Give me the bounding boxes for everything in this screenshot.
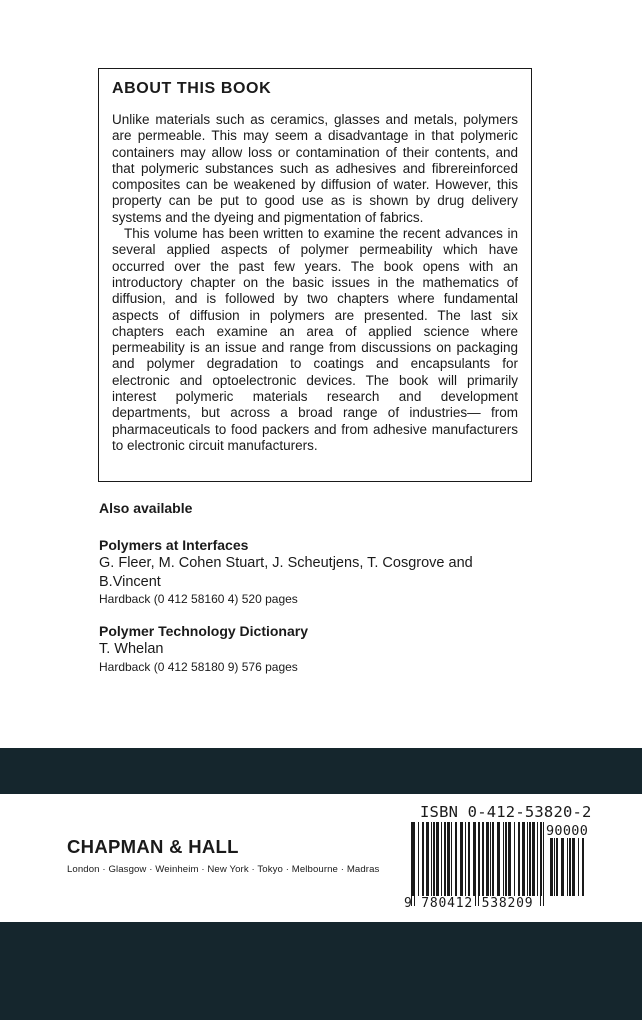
barcode-bar: [468, 822, 470, 896]
related-book-1: [99, 536, 519, 607]
barcode-guard-bar: [475, 822, 476, 906]
barcode-bar: [497, 822, 500, 896]
barcode-bar: [447, 822, 450, 896]
price-code: 90000: [546, 823, 589, 839]
barcode-bar: [426, 822, 429, 896]
about-paragraph-2: This volume has been written to examine the recent advances in several applied aspects of polymer permeability which have occurred over the past few years. The book opens with an introductory chapter on the basic issues in the mathematics of diffusion, and is followed by two chapters where fundamental aspects of diffusion in polymers are presented. The last six chapters each examine an area of applied science where permeability is an issue and range from discussions on packaging and polymer degradation to coatings and encapsulants for electronic and optoelectronic devices. The book will primarily interest polymeric materials research and development departments, but across a broad range of industries— from pharmaceuticals to food packers and from adhesive manufacturers to electronic circuit manufacturers.: [112, 226, 518, 453]
barcode-bar: [460, 822, 463, 896]
barcode-bar: [550, 838, 553, 896]
top-color-band: [0, 748, 642, 794]
barcode-bar: [554, 838, 555, 896]
barcode-bar: [431, 822, 432, 896]
barcode-bar: [465, 822, 466, 896]
barcode-bar: [505, 822, 507, 896]
barcode-bar: [556, 838, 558, 896]
barcode-guard-bar: [411, 822, 412, 906]
barcode-bar: [486, 822, 489, 896]
barcode-bar: [572, 838, 575, 896]
barcode-bar: [482, 822, 484, 896]
about-this-book-box: [98, 68, 532, 482]
barcode-bar: [422, 822, 424, 896]
barcode-guard-bar: [478, 822, 479, 906]
barcode-guard-bar: [543, 822, 544, 906]
barcode-guard-bar: [414, 822, 415, 906]
publisher-cities: London · Glasgow · Weinheim · New York · Tokyo · Melbourne · Madras: [67, 864, 380, 875]
barcode-bar: [532, 822, 535, 896]
book-detail: Hardback (0 412 58160 4) 520 pages: [99, 592, 298, 606]
book-authors: T. Whelan: [99, 641, 164, 657]
barcode-bar: [444, 822, 446, 896]
barcode-bar: [569, 838, 571, 896]
barcode-bar: [508, 822, 511, 896]
also-available-section: [99, 500, 519, 690]
barcode-bar: [561, 838, 564, 896]
barcode-bar: [479, 822, 480, 896]
bottom-color-band: [0, 922, 642, 1020]
barcode-bar: [529, 822, 531, 896]
book-authors: G. Fleer, M. Cohen Stuart, J. Scheutjens, T. Cosgrove and B.Vincent: [99, 555, 473, 590]
about-paragraph-1: Unlike materials such as ceramics, glasses and metals, polymers are permeable. This may seem a disadvantage in that polymeric containers may allow loss or contamination of their contents, and that polymeric substances such as adhesives and fibrereinforced composites can be weakened by diffusion of water. However, this property can be put to good use as is shown by drug delivery systems and the dyeing and pigmentation of fabrics.: [112, 112, 518, 225]
publisher-name: CHAPMAN & HALL: [67, 836, 239, 857]
ean-digits: 9 780412 538209: [404, 896, 534, 911]
barcode-bar: [451, 822, 452, 896]
barcode-bar: [418, 822, 419, 896]
barcode-bar: [433, 822, 435, 896]
about-title: ABOUT THIS BOOK: [112, 80, 272, 97]
barcode-guard-bar: [540, 822, 541, 906]
isbn-number: ISBN 0-412-53820-2: [420, 803, 592, 821]
barcode-bar: [567, 838, 568, 896]
barcode-bar: [578, 838, 579, 896]
book-detail: Hardback (0 412 58180 9) 576 pages: [99, 659, 298, 674]
barcode-bar: [514, 822, 515, 896]
barcode-bar: [582, 838, 584, 896]
barcode-bar: [522, 822, 525, 896]
barcode-bar: [441, 822, 442, 896]
barcode-bar: [537, 822, 538, 896]
related-book-2: [99, 622, 519, 675]
barcode-bar: [455, 822, 457, 896]
book-title: Polymer Technology Dictionary: [99, 623, 309, 639]
barcode-bar: [527, 822, 528, 896]
book-title: Polymers at Interfaces: [99, 537, 249, 553]
barcode-bar: [490, 822, 491, 896]
barcode-bar: [503, 822, 504, 896]
barcode-bar: [492, 822, 494, 896]
barcode-bar: [436, 822, 439, 896]
barcode-bar: [518, 822, 520, 896]
also-available-heading: Also available: [99, 500, 193, 516]
